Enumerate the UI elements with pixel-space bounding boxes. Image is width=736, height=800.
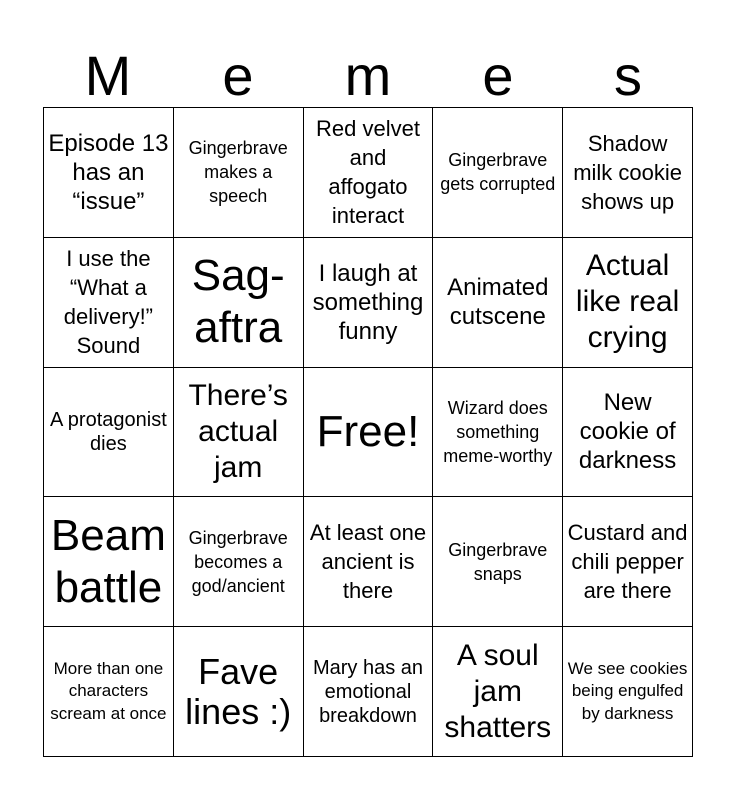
cell-text: Fave lines :) xyxy=(185,650,292,732)
title-letter: s xyxy=(614,44,642,107)
cell-text: Gingerbrave snaps xyxy=(448,539,548,584)
cell-text: Episode 13 has an “issue” xyxy=(48,129,169,215)
bingo-cell[interactable] xyxy=(433,368,563,498)
title-letter: M xyxy=(84,44,132,107)
bingo-cell[interactable] xyxy=(304,238,434,368)
bingo-cell[interactable] xyxy=(44,238,174,368)
bingo-cell[interactable] xyxy=(433,497,563,627)
cell-text: We see cookies being engulfed by darkness xyxy=(567,658,688,723)
bingo-cell[interactable] xyxy=(563,368,693,498)
bingo-cell[interactable] xyxy=(174,497,304,627)
cell-text: A protagonist dies xyxy=(50,408,167,455)
cell-text: Shadow milk cookie shows up xyxy=(573,130,682,214)
bingo-cell[interactable] xyxy=(304,497,434,627)
bingo-cell[interactable] xyxy=(304,108,434,238)
cell-text: More than one characters scream at once xyxy=(50,658,167,723)
cell-text: Red velvet and affogato interact xyxy=(316,116,420,229)
cell-text: I use the “What a delivery!” Sound xyxy=(63,246,154,359)
cell-text: Gingerbrave makes a speech xyxy=(188,138,288,207)
cell-text: Wizard does something meme-worthy xyxy=(443,397,553,466)
free-space-label: Free! xyxy=(316,406,420,456)
title-letter: m xyxy=(344,44,392,107)
bingo-cell[interactable] xyxy=(304,627,434,757)
bingo-cell[interactable] xyxy=(563,238,693,368)
cell-text: A soul jam shatters xyxy=(444,638,552,744)
bingo-cell[interactable] xyxy=(433,108,563,238)
cell-text: Sag-aftra xyxy=(191,251,285,353)
cell-text: At least one ancient is there xyxy=(309,520,427,604)
bingo-cell[interactable] xyxy=(44,627,174,757)
cell-text: Gingerbrave becomes a god/ancient xyxy=(188,527,288,596)
bingo-cell[interactable] xyxy=(563,627,693,757)
cell-text: I laugh at something funny xyxy=(312,259,424,345)
bingo-cell[interactable] xyxy=(44,108,174,238)
cell-text: Custard and chili pepper are there xyxy=(567,520,688,604)
free-space-cell[interactable] xyxy=(304,368,434,498)
cell-text: Gingerbrave gets corrupted xyxy=(440,150,556,195)
bingo-cell[interactable] xyxy=(174,368,304,498)
cell-text: There’s actual jam xyxy=(188,378,288,484)
cell-text: Mary has an emotional breakdown xyxy=(312,656,424,727)
bingo-cell[interactable] xyxy=(433,627,563,757)
bingo-cell[interactable] xyxy=(174,627,304,757)
cell-text: Animated cutscene xyxy=(447,274,549,331)
cell-text: New cookie of darkness xyxy=(578,389,677,475)
title-letter: e xyxy=(482,44,514,107)
board-title xyxy=(43,44,693,108)
bingo-cell[interactable] xyxy=(563,497,693,627)
title-letter: e xyxy=(222,44,254,107)
bingo-board xyxy=(43,107,693,757)
bingo-cell[interactable] xyxy=(174,108,304,238)
cell-text: Beam battle xyxy=(50,510,166,612)
bingo-cell[interactable] xyxy=(44,368,174,498)
bingo-cell[interactable] xyxy=(174,238,304,368)
bingo-cell[interactable] xyxy=(433,238,563,368)
cell-text: Actual like real crying xyxy=(575,249,680,355)
bingo-cell[interactable] xyxy=(44,497,174,627)
bingo-cell[interactable] xyxy=(563,108,693,238)
